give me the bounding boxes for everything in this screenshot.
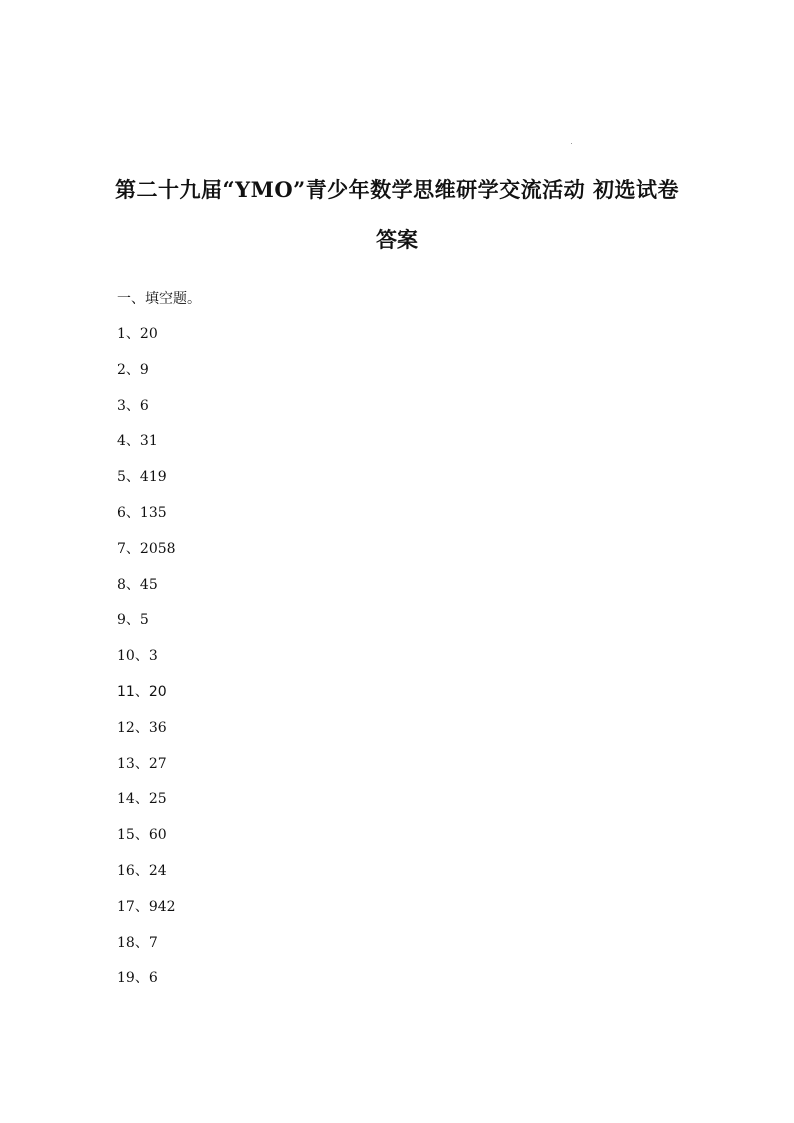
answer-item: 3、6 <box>117 397 149 414</box>
answer-item: 11、20 <box>117 683 167 700</box>
answer-item: 15、60 <box>117 827 167 844</box>
answer-item: 17、942 <box>117 898 176 915</box>
answer-item: 16、24 <box>117 862 167 879</box>
answer-item: 12、36 <box>117 719 167 736</box>
answer-item: 18、7 <box>117 934 158 951</box>
answer-item: 4、31 <box>117 433 158 450</box>
page-title: 第二十九届“YMO”青少年数学思维研学交流活动 初选试卷 <box>115 177 679 202</box>
answer-item: 1、20 <box>117 326 158 342</box>
answer-item: 10、3 <box>117 648 158 665</box>
answer-item: 19、6 <box>117 970 158 987</box>
answer-list <box>117 324 176 1004</box>
answer-item: 7、2058 <box>117 540 176 557</box>
page-subtitle: 答案 <box>376 227 418 252</box>
scan-speck <box>571 143 572 144</box>
answer-item: 5、419 <box>117 469 167 486</box>
answer-item: 14、25 <box>117 791 167 808</box>
answer-item: 6、135 <box>117 504 167 521</box>
answer-item: 13、27 <box>117 755 167 772</box>
section-heading: 一、填空题。 <box>117 291 201 307</box>
answer-item: 2、9 <box>117 361 149 378</box>
answer-item: 8、45 <box>117 576 158 593</box>
answer-item: 9、5 <box>117 612 149 629</box>
